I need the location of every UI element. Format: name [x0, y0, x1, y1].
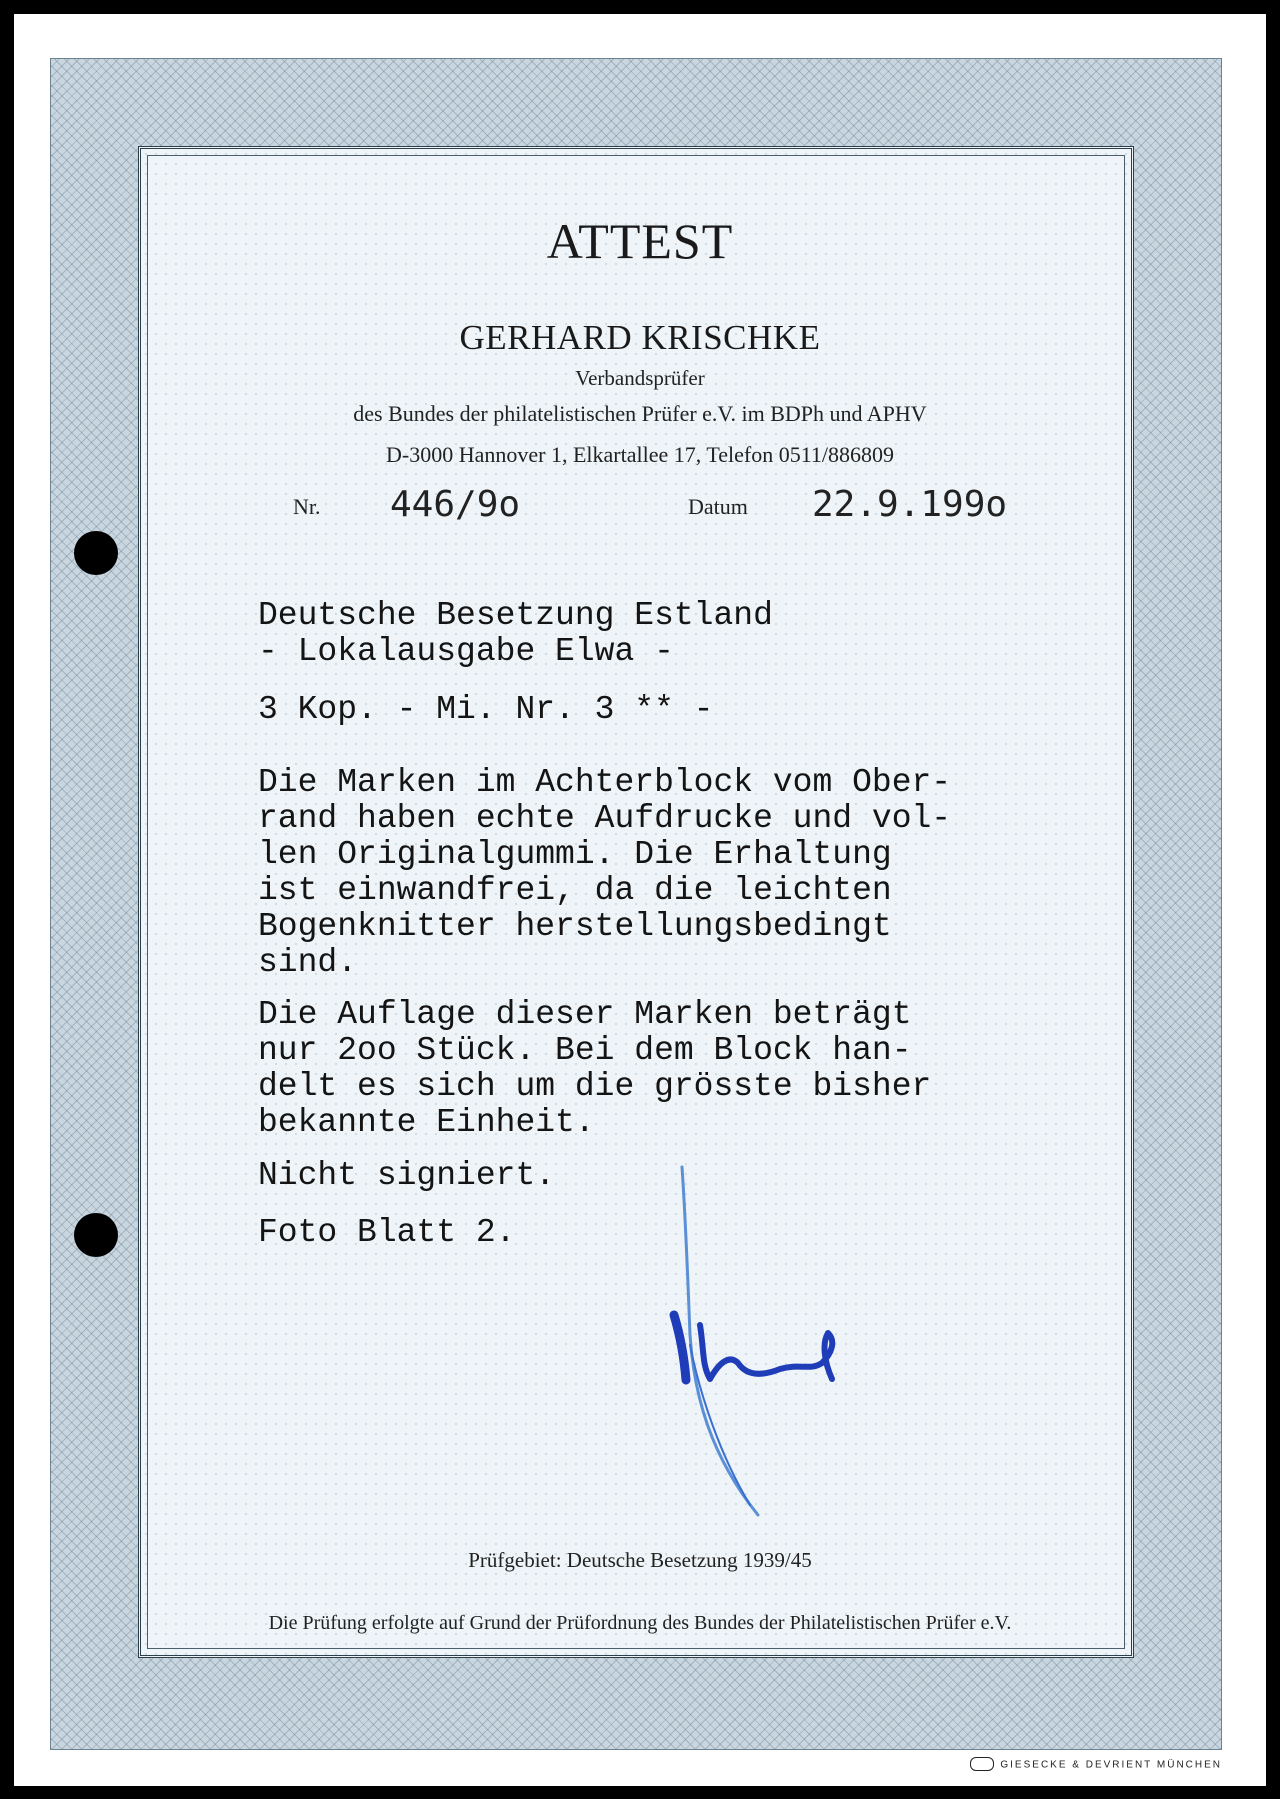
paragraph-line: sind. [258, 944, 358, 981]
paragraph-condition [258, 765, 1058, 981]
stamp-heading [258, 598, 1058, 670]
paragraph-line: delt es sich um die grösste bisher [258, 1068, 932, 1105]
note-line: Nicht signiert. [258, 1157, 556, 1194]
punch-hole-bottom [74, 1213, 118, 1257]
stamp-item [258, 692, 1058, 728]
note-line: Foto Blatt 2. [258, 1214, 516, 1251]
examiner-address: D-3000 Hannover 1, Elkartallee 17, Telefon 0511/886809 [386, 442, 894, 467]
heading-line: - Lokalausgabe Elwa - [258, 633, 674, 670]
paragraph-line: Die Marken im Achterblock vom Ober- [258, 764, 952, 801]
signed-note [258, 1158, 1058, 1194]
nr-label: Nr. [293, 494, 321, 519]
printer-name: GIESECKE & DEVRIENT MÜNCHEN [1000, 1759, 1222, 1771]
paragraph-line: Die Auflage dieser Marken beträgt [258, 996, 912, 1033]
paragraph-line: bekannte Einheit. [258, 1104, 595, 1141]
examination-rule: Die Prüfung erfolgte auf Grund der Prüfordnung des Bundes der Philatelistischen Prüfer e.V. [268, 1612, 1012, 1634]
paragraph-line: rand haben echte Aufdrucke und vol- [258, 800, 952, 837]
paragraph-line: ist einwandfrei, da die leichten [258, 872, 892, 909]
paragraph-edition [258, 997, 1058, 1141]
punch-hole-top [74, 531, 118, 575]
certificate-title: ATTEST [546, 213, 734, 269]
printer-imprint [970, 1758, 1222, 1772]
item-line: 3 Kop. - Mi. Nr. 3 ** - [258, 691, 714, 728]
examiner-name: GERHARD KRISCHKE [459, 318, 821, 357]
examiner-association: des Bundes der philatelistischen Prüfer e.V. im BDPh und APHV [353, 401, 927, 426]
examiner-role: Verbandsprüfer [575, 366, 705, 390]
printer-logo-icon [970, 1757, 994, 1771]
photo-note [258, 1215, 1058, 1251]
handwritten-signature [660, 1165, 870, 1525]
examination-scope: Prüfgebiet: Deutsche Besetzung 1939/45 [468, 1548, 812, 1572]
nr-value: 446/9o [390, 484, 521, 525]
paragraph-line: nur 2oo Stück. Bei dem Block han- [258, 1032, 912, 1069]
datum-value: 22.9.199o [812, 484, 1008, 525]
paragraph-line: len Originalgummi. Die Erhaltung [258, 836, 892, 873]
datum-label: Datum [688, 494, 748, 519]
paragraph-line: Bogenknitter herstellungsbedingt [258, 908, 892, 945]
heading-line: Deutsche Besetzung Estland [258, 597, 773, 634]
